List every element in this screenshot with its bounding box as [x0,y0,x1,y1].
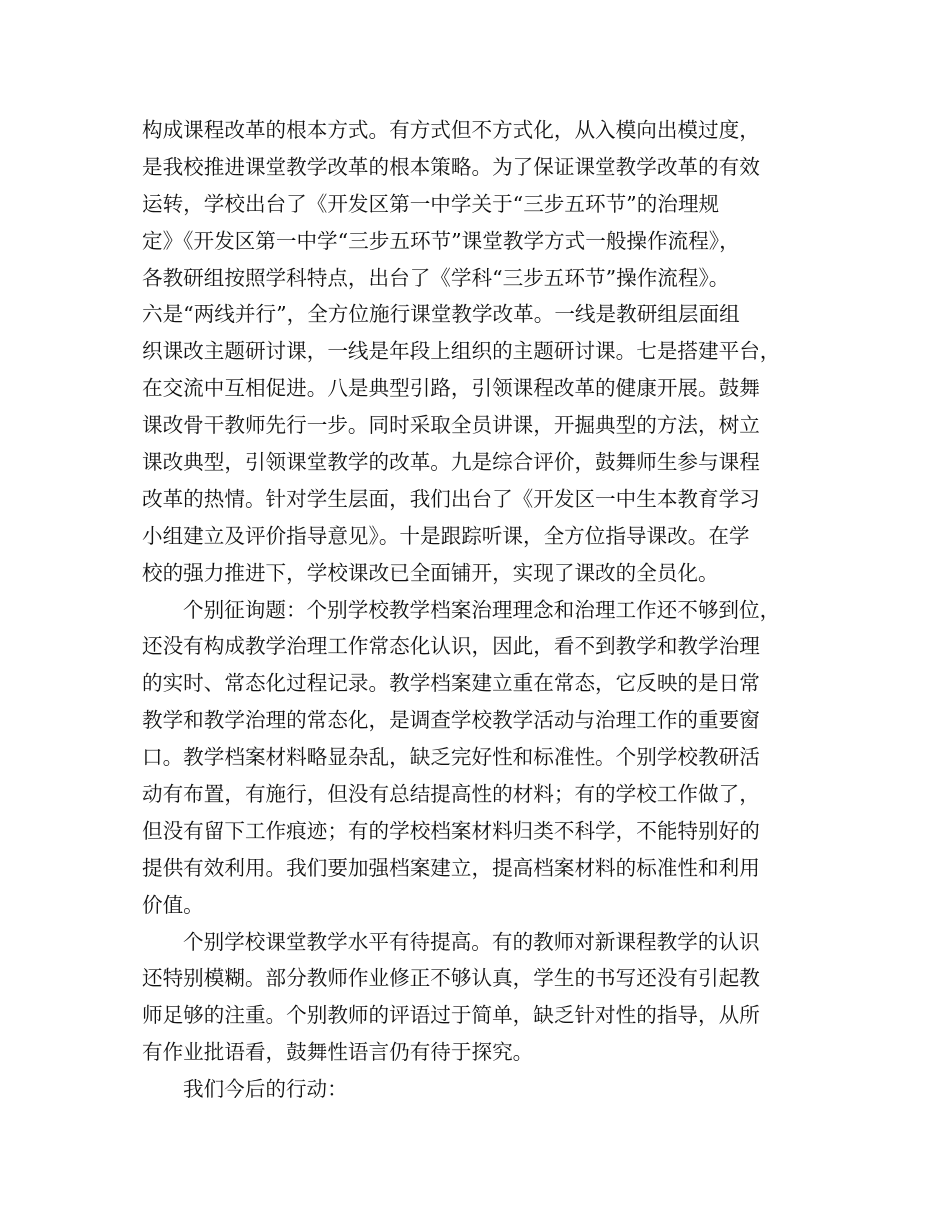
text-line: 织课改主题研讨课，一线是年段上组织的主题研讨课。七是搭建平台， [142,339,781,364]
text-line: 但没有留下工作痕迹；有的学校档案材料归类不科学，不能特别好的 [142,818,760,843]
text-line: 还没有构成教学治理工作常态化认识，因此，看不到教学和教学治理 [142,634,760,659]
text-line: 教学和教学治理的常态化，是调查学校教学活动与治理工作的重要窗 [142,708,760,733]
text-line: 有作业批语看，鼓舞性语言仍有待于探究。 [142,1040,534,1065]
text-line: 还特别模糊。部分教师作业修正不够认真，学生的书写还没有引起教 [142,966,760,991]
text-line: 动有布置，有施行，但没有总结提高性的材料；有的学校工作做了， [142,782,760,807]
text-line: 运转，学校出台了《开发区第一中学关于“三步五环节”的治理规 [142,191,720,216]
text-line: 课改骨干教师先行一步。同时采取全员讲课，开掘典型的方法，树立 [142,413,760,438]
paragraph-first-line: 个别学校课堂教学水平有待提高。有的教师对新课程教学的认识 [183,929,760,954]
text-line: 校的强力推进下，学校课改已全面铺开，实现了课改的全员化。 [142,560,719,585]
paragraph-first-line: 个别征询题：个别学校教学档案治理理念和治理工作还不够到位， [183,597,781,622]
text-line: 课改典型，引领课堂教学的改革。九是综合评价，鼓舞师生参与课程 [142,450,760,475]
text-line: 口。教学档案材料略显杂乱，缺乏完好性和标准性。个别学校教研活 [142,745,760,770]
document-body [142,112,822,1108]
text-line: 改革的热情。针对学生层面，我们出台了《开发区一中生本教育学习 [142,486,760,511]
text-line: 价值。 [142,892,204,917]
text-line: 在交流中互相促进。八是典型引路，引领课程改革的健康开展。鼓舞 [142,376,760,401]
text-line: 是我校推进课堂教学改革的根本策略。为了保证课堂教学改革的有效 [142,154,760,179]
text-line: 的实时、常态化过程记录。教学档案建立重在常态，它反映的是日常 [142,671,760,696]
text-line: 师足够的注重。个别教师的评语过于简单，缺乏针对性的指导，从所 [142,1003,760,1028]
text-line: 各教研组按照学科特点，出台了《学科“三步五环节”操作流程》。 [142,265,730,290]
text-line: 小组建立及评价指导意见》。十是跟踪听课，全方位指导课改。在学 [142,523,750,548]
text-line: 提供有效利用。我们要加强档案建立，提高档案材料的标准性和利用 [142,855,760,880]
text-line: 六是“两线并行”，全方位施行课堂教学改革。一线是教研组层面组 [142,302,740,327]
paragraph-first-line: 我们今后的行动： [183,1077,348,1102]
text-line: 定》《开发区第一中学“三步五环节”课堂教学方式一般操作流程》， [142,228,740,253]
text-line: 构成课程改革的根本方式。有方式但不方式化，从入模向出模过度， [142,118,760,142]
